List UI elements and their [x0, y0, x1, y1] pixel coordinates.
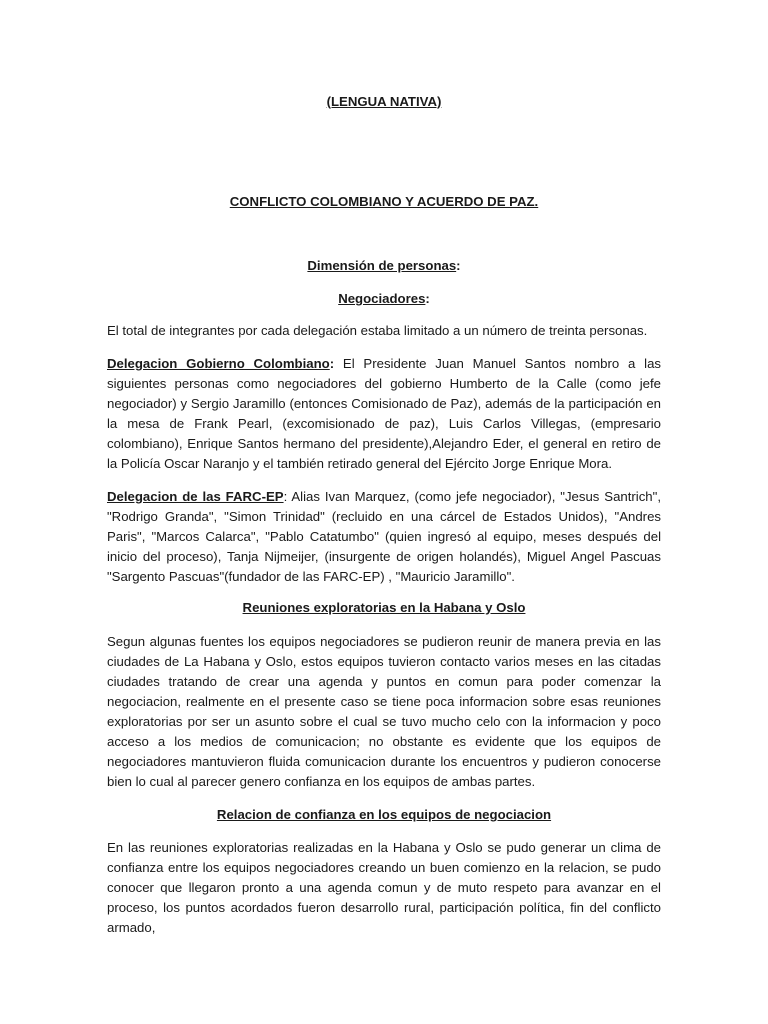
gov-delegation-colon: : [329, 356, 335, 371]
gov-delegation-paragraph [107, 354, 661, 474]
negotiators-heading-colon: : [425, 291, 430, 306]
dimension-heading [0, 256, 768, 276]
negotiators-heading [0, 289, 768, 309]
document-title: CONFLICTO COLOMBIANO Y ACUERDO DE PAZ. [229, 194, 539, 209]
section-heading-reuniones: Reuniones exploratorias en la Habana y Oslo [242, 600, 526, 615]
section-heading-confianza: Relacion de confianza en los equipos de negociacion [216, 807, 552, 822]
dimension-heading-text: Dimensión de personas [307, 258, 457, 273]
gov-delegation-label: Delegacion Gobierno Colombiano [107, 356, 330, 371]
gov-delegation-text: El Presidente Juan Manuel Santos nombro a las siguientes personas como negociadores del gobierno Humberto de la Calle (como jefe negociador) y Sergio Jaramillo (entonces Comisionado de Paz), además de la participación en la mesa de Frank Pearl, (excomisionado de paz), Luis Carlos Villegas, (empresario colombiano), Enrique Santos hermano del presidente),Alejandro Eder, el general en retiro de la Policía Oscar Naranjo y el también retirado general del Ejército Jorge Enrique Mora. [107, 356, 661, 471]
dimension-heading-colon: : [456, 258, 461, 273]
negotiators-heading-text: Negociadores [338, 291, 426, 306]
reuniones-paragraph: Segun algunas fuentes los equipos negociadores se pudieron reunir de manera previa en las ciudades de La Habana y Oslo, estos equipos tuvieron contacto varios meses en las citadas ciudades tratando de crear una agenda y puntos en comun para poder comenzar la negociacion, realmente en el presente caso se tiene poca informacion sobre esas reuniones exploratorias por ser un asunto sobre el cual se tuvo mucho celo con la informacion y poco acceso a los medios de comunicacion; no obstante es evidente que los equipos de negociadores mantuvieron fluida comunicacion durante los encuentros y pudieron conocerse bien lo cual al parecer genero confianza en los equipos de ambas partes. [107, 634, 661, 789]
farc-delegation-label: Delegacion de las FARC-EP [107, 489, 284, 504]
farc-delegation-colon: : [283, 489, 288, 504]
document-header: (LENGUA NATIVA) [326, 94, 442, 109]
intro-paragraph: El total de integrantes por cada delegación estaba limitado a un número de treinta personas. [107, 323, 648, 338]
farc-delegation-text: Alias Ivan Marquez, (como jefe negociador), "Jesus Santrich", "Rodrigo Granda", "Simon Trinidad" (recluido en una cárcel de Estados Unidos), "Andres Paris", "Marcos Calarca", "Pablo Catatumbo" (quien ingresó al equipo, meses después del inicio del proceso), Tanja Nijmeijer, (insurgente de origen holandés), Miguel Angel Pascuas "Sargento Pascuas"(fundador de las FARC-EP) , "Mauricio Jaramillo". [107, 489, 661, 584]
farc-delegation-paragraph [107, 487, 661, 587]
confianza-paragraph: En las reuniones exploratorias realizadas en la Habana y Oslo se pudo generar un clima de confianza entre los equipos negociadores creando un buen comienzo en la relacion, se pudo conocer que llegaron pronto a una agenda comun y de muto respeto para avanzar en el proceso, los puntos acordados fueron desarrollo rural, participación política, fin del conflicto armado, [107, 840, 661, 935]
